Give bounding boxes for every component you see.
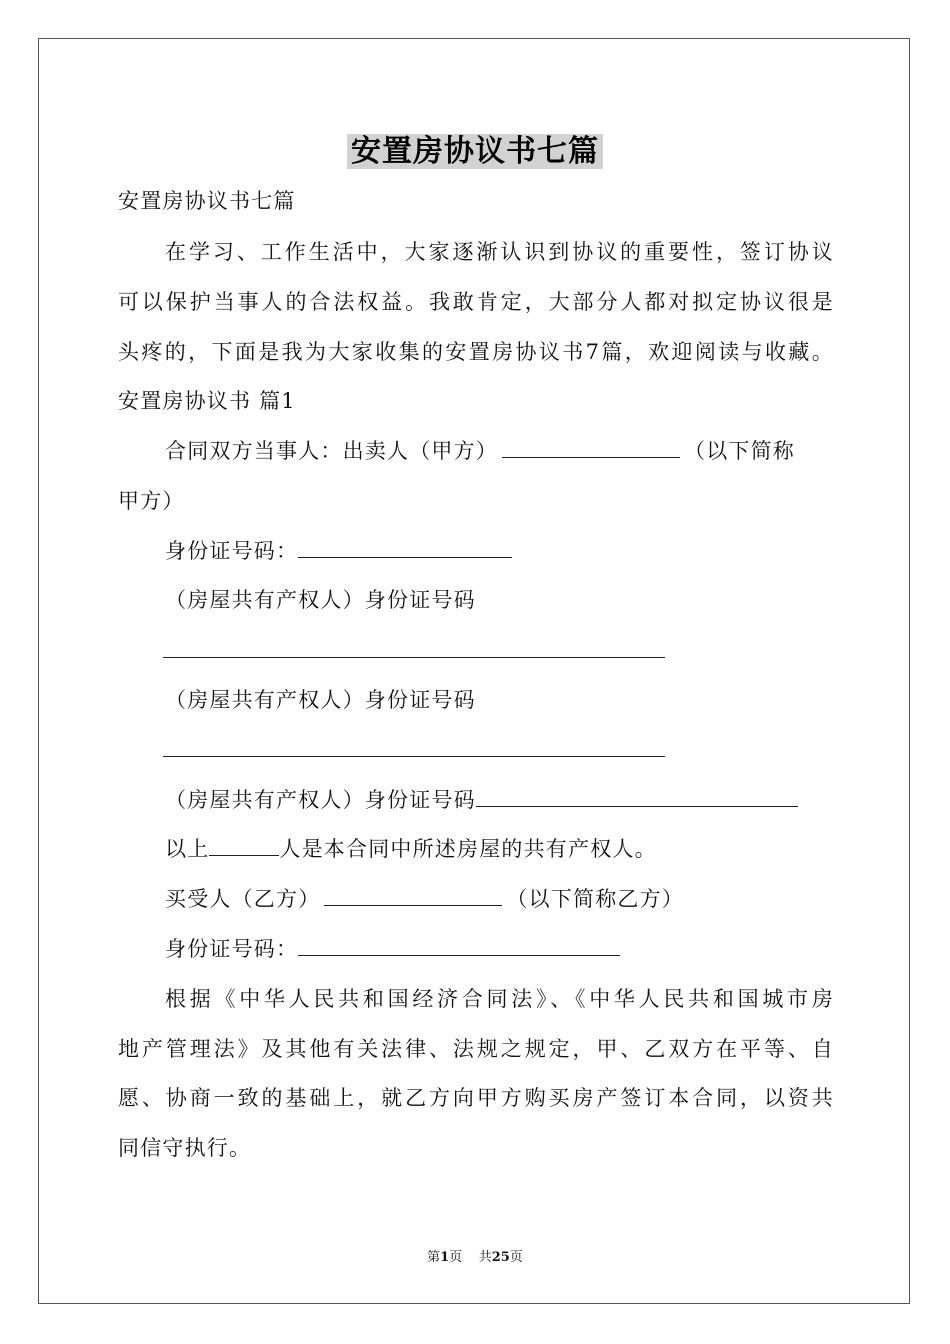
co-owner-label-3: （房屋共有产权人）身份证号码 bbox=[165, 788, 476, 812]
parties-line bbox=[165, 435, 795, 465]
document-title: 安置房协议书七篇 bbox=[0, 126, 950, 170]
section-heading: 安置房协议书 篇1 bbox=[118, 389, 296, 413]
co-owner-label-2: （房屋共有产权人）身份证号码 bbox=[165, 688, 476, 712]
document-subtitle: 安置房协议书七篇 bbox=[118, 189, 296, 213]
seller-name-blank bbox=[502, 437, 680, 458]
co-owner-id-blank-3 bbox=[476, 786, 798, 807]
buyer-label: 买受人（乙方） bbox=[165, 887, 321, 911]
above-prefix: 以上 bbox=[165, 837, 210, 861]
co-owner-label-1: （房屋共有产权人）身份证号码 bbox=[165, 588, 476, 612]
seller-id-line bbox=[165, 535, 512, 565]
buyer-line bbox=[165, 883, 684, 913]
buyer-id-line bbox=[165, 933, 620, 963]
co-owner-count-line bbox=[165, 833, 657, 863]
page-border bbox=[38, 38, 910, 1304]
buyer-id-blank bbox=[298, 935, 620, 956]
co-owner-id-blank-1 bbox=[163, 657, 665, 658]
buyer-name-blank bbox=[324, 885, 502, 906]
parties-line-cont: 甲方） bbox=[118, 489, 185, 513]
basis-line-4: 同信守执行。 bbox=[118, 1136, 252, 1160]
parties-abbrev-label: （以下简称 bbox=[684, 439, 795, 463]
seller-id-label: 身份证号码： bbox=[165, 539, 299, 563]
basis-line-3: 愿、协商一致的基础上，就乙方向甲方购买房产签订本合同，以资共 bbox=[118, 1086, 834, 1110]
page-footer bbox=[0, 1246, 950, 1265]
buyer-abbrev: （以下简称乙方） bbox=[506, 887, 685, 911]
footer-total-unit: 页 bbox=[509, 1250, 523, 1265]
intro-line-1: 在学习、工作生活中，大家逐渐认识到协议的重要性，签订协议 bbox=[165, 240, 834, 264]
basis-line-2: 地产管理法》及其他有关法律、法规之规定，甲、乙双方在平等、自 bbox=[118, 1037, 834, 1061]
intro-line-3: 头疼的，下面是我为大家收集的安置房协议书7篇，欢迎阅读与收藏。 bbox=[118, 340, 834, 364]
parties-seller-label: 合同双方当事人：出卖人（甲方） bbox=[165, 439, 498, 463]
footer-page-prefix: 第 bbox=[427, 1250, 441, 1265]
co-owner-id-blank-2 bbox=[163, 756, 665, 757]
buyer-id-label: 身份证号码： bbox=[165, 937, 299, 961]
footer-total-prefix: 共 bbox=[478, 1250, 492, 1265]
basis-line-1: 根据《中华人民共和国经济合同法》、《中华人民共和国城市房 bbox=[165, 987, 834, 1011]
footer-page-number: 1 bbox=[440, 1250, 450, 1265]
co-owner-count-blank bbox=[209, 835, 279, 856]
above-suffix: 人是本合同中所述房屋的共有产权人。 bbox=[279, 837, 657, 861]
footer-page-unit: 页 bbox=[449, 1250, 463, 1265]
intro-line-2: 可以保护当事人的合法权益。我敢肯定，大部分人都对拟定协议很是 bbox=[118, 290, 834, 314]
co-owner-line-3 bbox=[165, 784, 798, 814]
footer-total-pages: 25 bbox=[491, 1250, 510, 1265]
seller-id-blank bbox=[298, 537, 512, 558]
